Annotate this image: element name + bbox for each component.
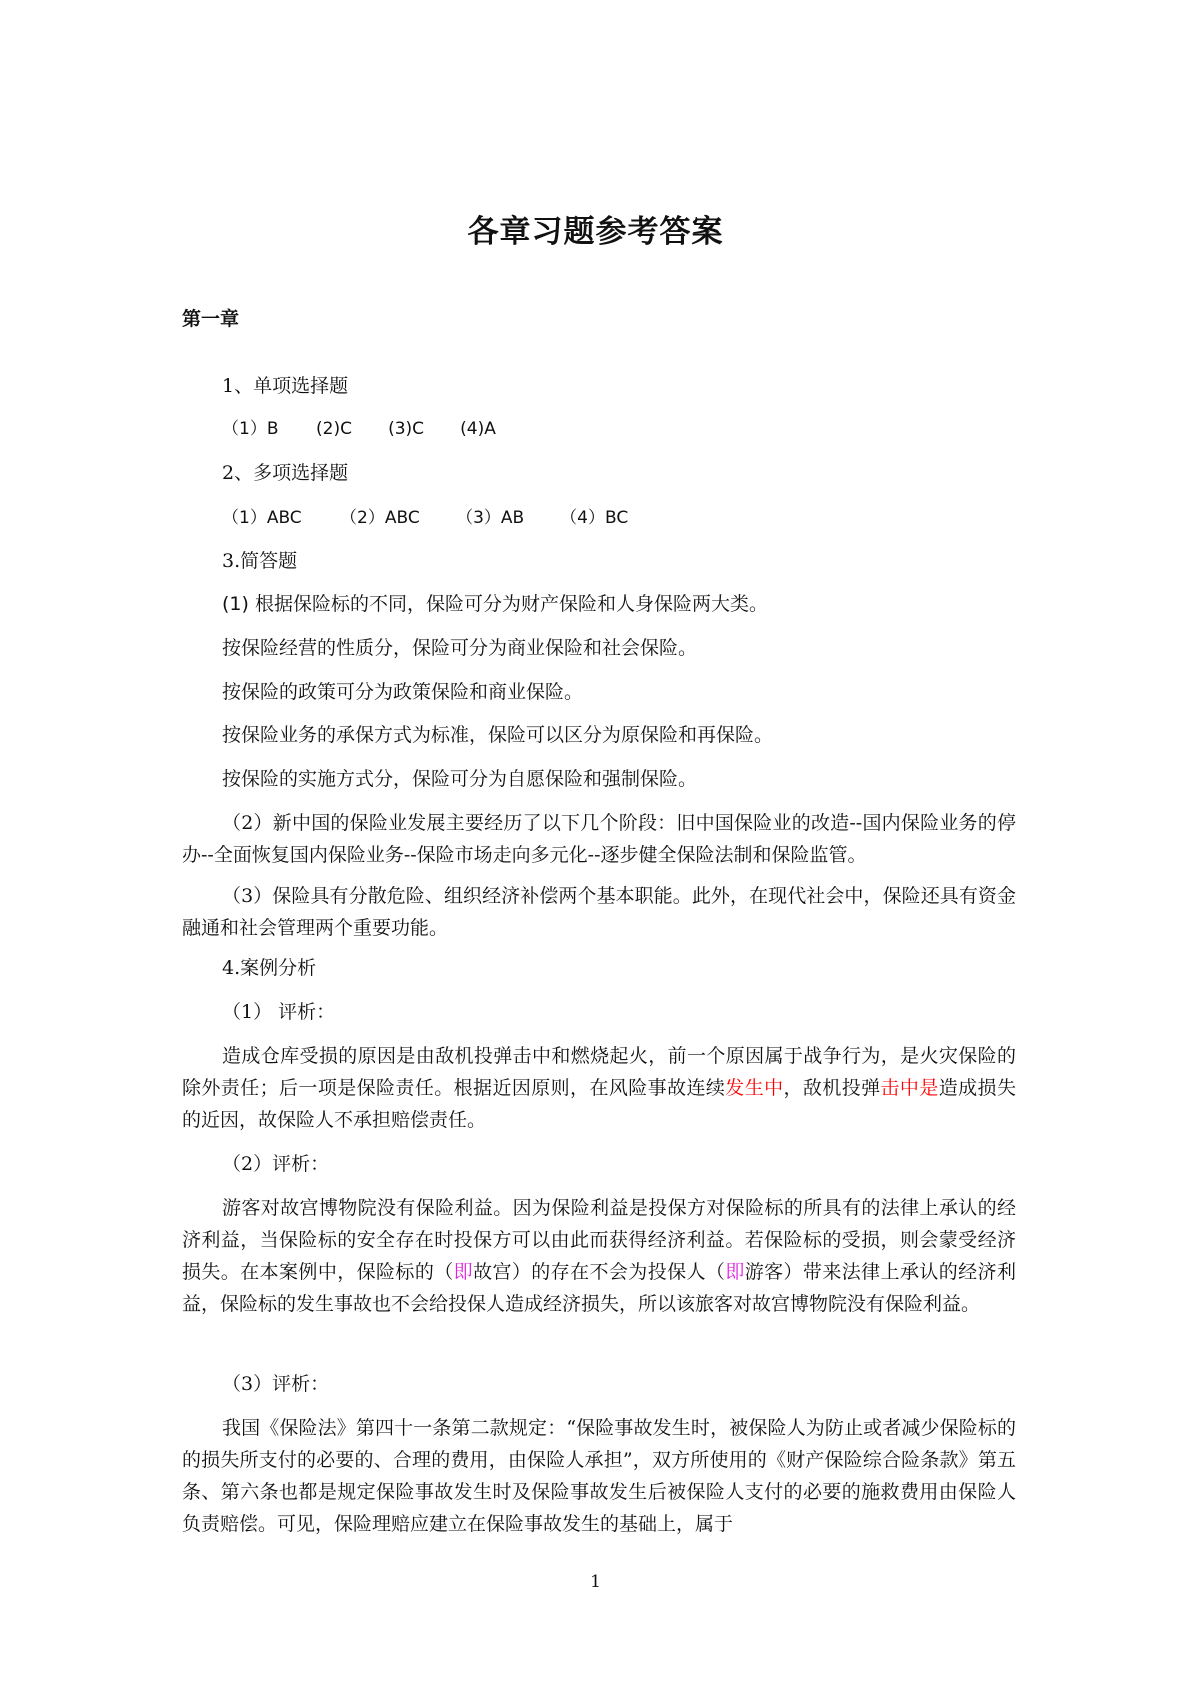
single-choice-answer: （1）B xyxy=(222,419,279,439)
case-1-highlight: 发生中 xyxy=(725,1077,784,1099)
case-3-text: 我国《保险法》第四十一条第二款规定：“保险事故发生时，被保险人为防止或者减少保险标的的损失所支付的必要的、合理的费用，由保险人承担”，双方所使用的《财产保险综合险条款》第五条、第六条也都是规定保险事故发生时及保险事故发生后被保险人支付的必要的施救费用由保险人负责赔偿。可见，保险理赔应建立在保险事故发生的基础上，属于 xyxy=(182,1417,1016,1535)
case-1-highlight: 击中是 xyxy=(880,1077,939,1099)
case-2-heading: （2）评析： xyxy=(222,1153,330,1175)
single-choice-heading: 1、单项选择题 xyxy=(222,375,349,397)
case-1-text xyxy=(182,1040,1016,1136)
short-answer-1-line: 按保险业务的承保方式为标准，保险可以区分为原保险和再保险。 xyxy=(222,724,774,746)
short-answer-heading: 3.简答题 xyxy=(222,550,298,572)
single-choice-answers xyxy=(222,414,496,443)
short-answer-1-line: 按保险的政策可分为政策保险和商业保险。 xyxy=(222,681,584,703)
case-1-text-part: 造成损失的近因，故保险人不承担赔偿责任。 xyxy=(182,1077,1016,1131)
single-choice-answer: (2)C xyxy=(316,419,352,439)
page-title: 各章习题参考答案 xyxy=(467,214,724,250)
multi-choice-answers xyxy=(222,503,628,532)
short-answer-1-text: 根据保险标的不同，保险可分为财产保险和人身保险两大类。 xyxy=(248,593,768,615)
short-answer-1-line: 按保险经营的性质分，保险可分为商业保险和社会保险。 xyxy=(222,637,698,659)
page-number: 1 xyxy=(590,1572,601,1592)
multi-choice-answer: （2）ABC xyxy=(340,508,420,528)
case-2-text xyxy=(182,1192,1016,1320)
multi-choice-heading: 2、多项选择题 xyxy=(222,462,349,484)
case-2-highlight: 即 xyxy=(453,1261,474,1283)
case-1-heading: （1） 评析： xyxy=(222,1001,336,1023)
short-answer-2: （2）新中国的保险业发展主要经历了以下几个阶段：旧中国保险业的改造--国内保险业务的停办--全面恢复国内保险业务--保险市场走向多元化--逐步健全保险法制和保险监管。 xyxy=(182,812,1016,866)
single-choice-answer: (4)A xyxy=(460,419,496,439)
case-2-text-part: 故宫）的存在不会为投保人（ xyxy=(473,1261,726,1283)
short-answer-3: （3）保险具有分散危险、组织经济补偿两个基本职能。此外，在现代社会中，保险还具有资金融通和社会管理两个重要功能。 xyxy=(182,885,1016,939)
case-2-text-part: 游客）带来法律上承认的经济利益，保险标的发生事故也不会给投保人造成经济损失，所以该旅客对故宫博物院没有保险利益。 xyxy=(182,1261,1016,1315)
case-analysis-heading: 4.案例分析 xyxy=(222,957,317,979)
short-answer-1-line: 按保险的实施方式分，保险可分为自愿保险和强制保险。 xyxy=(222,768,698,790)
short-answer-1-prefix: (1) xyxy=(222,593,249,615)
case-2-text-part: 游客对故宫博物院没有保险利益。因为保险利益是投保方对保险标的所具有的法律上承认的经济利益，当保险标的安全存在时投保方可以由此而获得经济利益。若保险标的受损，则会蒙受经济损失。在本案例中，保险标的（ xyxy=(182,1197,1016,1283)
case-3-heading: （3）评析： xyxy=(222,1373,330,1395)
case-2-highlight: 即 xyxy=(725,1261,745,1283)
case-1-text-part: 造成仓库受损的原因是由敌机投弹击中和燃烧起火，前一个原因属于战争行为，是火灾保险的除外责任；后一项是保险责任。根据近因原则，在风险事故连续 xyxy=(182,1045,1016,1099)
single-choice-answer: (3)C xyxy=(388,419,425,439)
short-answer-1 xyxy=(222,590,768,618)
chapter-heading: 第一章 xyxy=(182,308,240,330)
multi-choice-answer: （4）BC xyxy=(560,508,629,528)
case-1-text-part: ，敌机投弹 xyxy=(783,1077,881,1099)
multi-choice-answer: （3）AB xyxy=(456,508,525,528)
multi-choice-answer: （1）ABC xyxy=(222,508,302,528)
